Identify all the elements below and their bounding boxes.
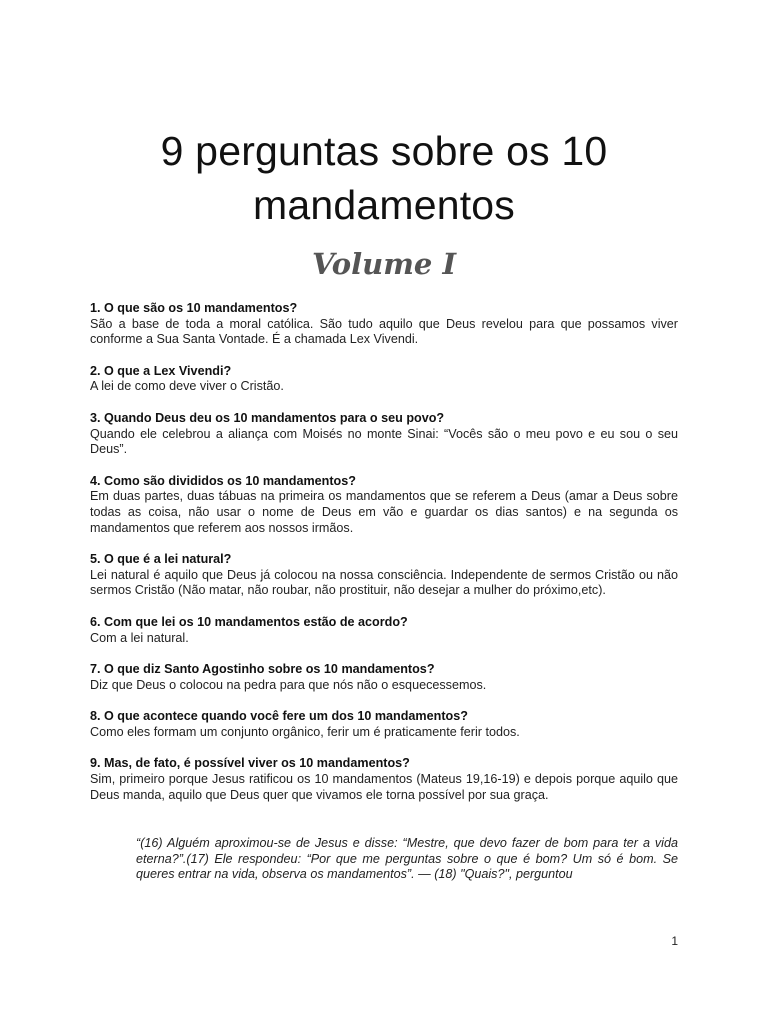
qa-item	[90, 615, 678, 646]
question-text: 1. O que são os 10 mandamentos?	[90, 301, 298, 315]
answer-text: Diz que Deus o colocou na pedra para que nós não o esquecessemos.	[90, 677, 487, 692]
answer-text: Sim, primeiro porque Jesus ratificou os 10 mandamentos (Mateus 19,16-19) e depois porque aquilo que Deus manda, aquilo que Deus quer que vivamos ele torna possível por sua graça.	[90, 772, 678, 802]
document-title: 9 perguntas sobre os 10 mandamentos	[160, 128, 608, 228]
answer-text: Quando ele celebrou a aliança com Moisés no monte Sinai: “Vocês são o meu povo e eu sou o seu Deus”.	[90, 426, 678, 457]
qa-item	[90, 474, 678, 536]
question-text: 5. O que é a lei natural?	[90, 552, 232, 567]
question-text: 9. Mas, de fato, é possível viver os 10 mandamentos?	[90, 756, 410, 771]
qa-item	[90, 756, 678, 803]
question-text: 6. Com que lei os 10 mandamentos estão de acordo?	[90, 614, 408, 629]
page-number: 1	[671, 934, 678, 948]
answer-text: São a base de toda a moral católica. São tudo aquilo que Deus revelou para que possamos viver conforme a Sua Santa Vontade. É a chamada Lex Vivendi.	[90, 316, 678, 347]
answer-text: Com a lei natural.	[90, 630, 189, 645]
scripture-quote: “(16) Alguém aproximou-se de Jesus e disse: “Mestre, que devo fazer de bom para ter a vida eterna?”.(17) Ele respondeu: “Por que me perguntas sobre o que é bom? Um só é bom. Se queres entrar na vida, observa os mandamentos”. — (18) "Quais?", perguntou	[136, 836, 678, 882]
answer-text: A lei de como deve viver o Cristão.	[90, 379, 284, 394]
question-text: 2. O que a Lex Vivendi?	[90, 363, 232, 378]
qa-list	[90, 301, 678, 819]
qa-item	[90, 364, 678, 395]
answer-text: Lei natural é aquilo que Deus já colocou na nossa consciência. Independente de sermos Cristão ou não sermos Cristão (Não matar, não roubar, não prostituir, não desejar a mulher do próximo,etc).	[90, 567, 678, 598]
qa-item	[90, 709, 678, 740]
qa-item	[90, 301, 678, 348]
question-text: 7. O que diz Santo Agostinho sobre os 10 mandamentos?	[90, 662, 435, 677]
qa-item	[90, 662, 678, 693]
question-text: 3. Quando Deus deu os 10 mandamentos para o seu povo?	[90, 410, 445, 425]
question-text: 8. O que acontece quando você fere um dos 10 mandamentos?	[90, 709, 468, 724]
question-text: 4. Como são divididos os 10 mandamentos?	[90, 473, 356, 488]
document-subtitle: Volume I	[311, 247, 457, 281]
answer-text: Como eles formam um conjunto orgânico, ferir um é praticamente ferir todos.	[90, 724, 520, 739]
qa-item	[90, 552, 678, 599]
answer-text: Em duas partes, duas tábuas na primeira os mandamentos que se referem a Deus (amar a Deus sobre todas as coisa, não usar o nome de Deus em vão e guardar os dias santos) e na segunda os mandamentos que referem aos nossos irmãos.	[90, 489, 678, 535]
qa-item	[90, 411, 678, 458]
